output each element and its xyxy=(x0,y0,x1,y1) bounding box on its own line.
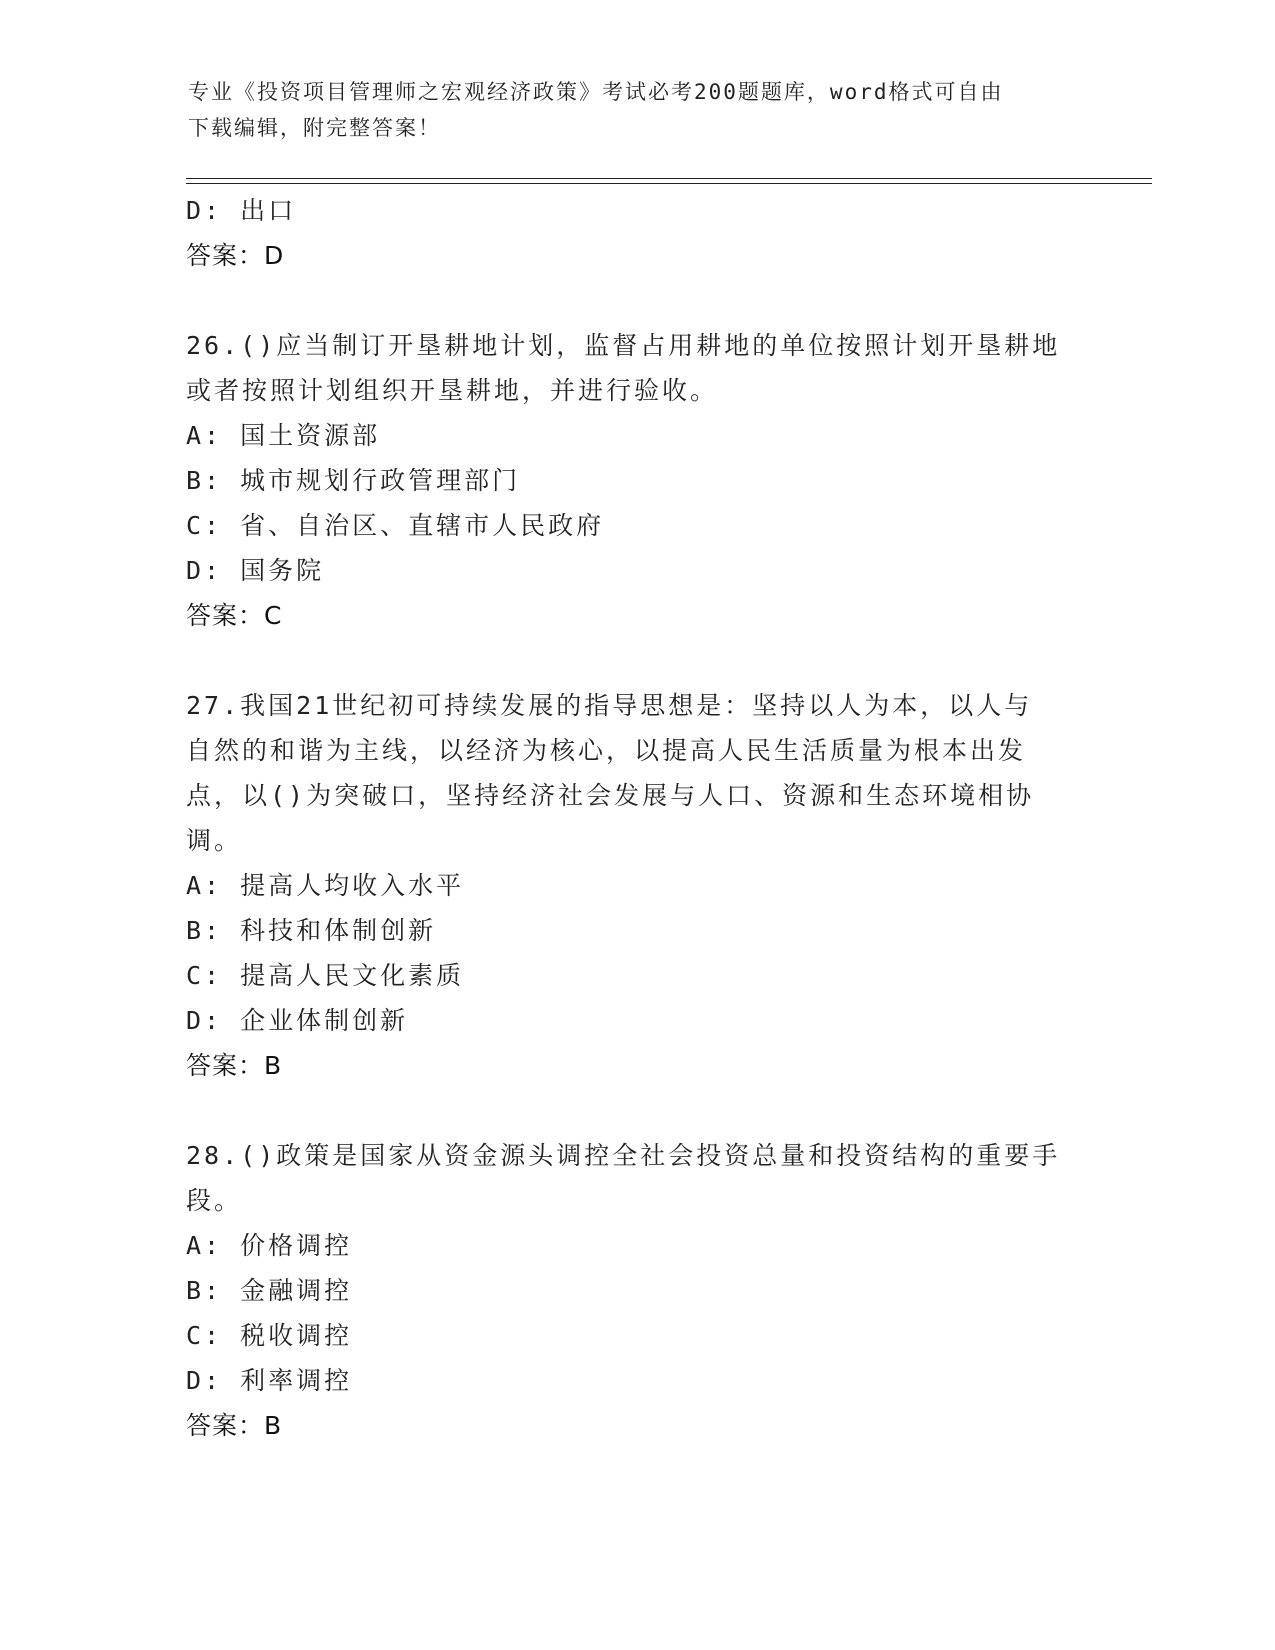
question-stem xyxy=(186,1133,1086,1223)
question-stem xyxy=(186,323,1086,413)
option-d: D: 出口 xyxy=(186,196,297,225)
document-header xyxy=(188,74,1068,146)
header-divider-bottom xyxy=(186,183,1152,184)
option-c: C: 省、自治区、直辖市人民政府 xyxy=(186,511,605,540)
option-a: A: 价格调控 xyxy=(186,1231,353,1260)
answer-line: 答案：D xyxy=(186,241,285,270)
stem-line: 段。 xyxy=(186,1186,243,1215)
question-25-tail xyxy=(186,188,1086,279)
option-b: B: 城市规划行政管理部门 xyxy=(186,466,521,495)
stem-line: 自然的和谐为主线，以经济为核心，以提高人民生活质量为根本出发 xyxy=(186,736,1027,765)
stem-line: 点，以()为突破口，坚持经济社会发展与人口、资源和生态环境相协 xyxy=(186,781,1035,810)
answer-line: 答案：C xyxy=(186,601,283,630)
option-d: D: 国务院 xyxy=(186,556,325,585)
option-c: C: 税收调控 xyxy=(186,1321,353,1350)
question-26 xyxy=(186,323,1086,639)
header-line-2: 下载编辑，附完整答案！ xyxy=(188,116,441,140)
answer-line: 答案：B xyxy=(186,1411,283,1440)
option-d: D: 企业体制创新 xyxy=(186,1006,409,1035)
question-28 xyxy=(186,1133,1086,1449)
option-c: C: 提高人民文化素质 xyxy=(186,961,465,990)
option-a: A: 提高人均收入水平 xyxy=(186,871,465,900)
header-divider-top xyxy=(186,178,1152,179)
header-line-1: 专业《投资项目管理师之宏观经济政策》考试必考200题题库，word格式可自由 xyxy=(188,80,1004,104)
option-d: D: 利率调控 xyxy=(186,1366,353,1395)
stem-line: 27.我国21世纪初可持续发展的指导思想是：坚持以人为本，以人与 xyxy=(186,691,1033,720)
stem-line: 26.()应当制订开垦耕地计划，监督占用耕地的单位按照计划开垦耕地 xyxy=(186,331,1061,360)
answer-line: 答案：B xyxy=(186,1051,283,1080)
question-27 xyxy=(186,683,1086,1089)
question-list xyxy=(186,188,1086,1449)
question-stem xyxy=(186,683,1086,863)
option-b: B: 金融调控 xyxy=(186,1276,353,1305)
option-a: A: 国土资源部 xyxy=(186,421,381,450)
stem-line: 或者按照计划组织开垦耕地，并进行验收。 xyxy=(186,376,719,405)
option-b: B: 科技和体制创新 xyxy=(186,916,437,945)
stem-line: 调。 xyxy=(186,826,243,855)
stem-line: 28.()政策是国家从资金源头调控全社会投资总量和投资结构的重要手 xyxy=(186,1141,1061,1170)
